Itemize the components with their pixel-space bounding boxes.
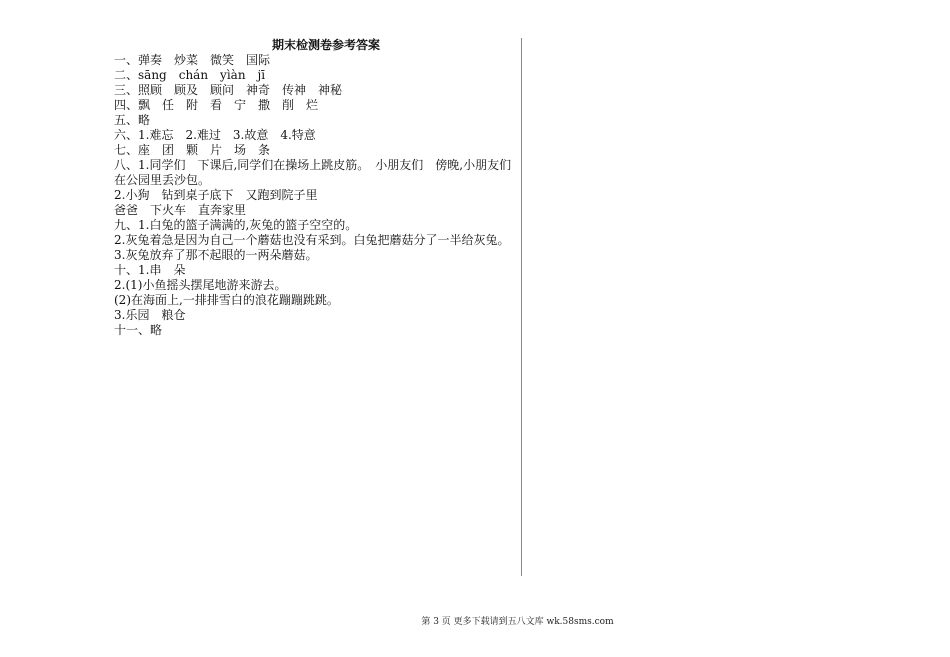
answer-line: 2.小狗 钻到桌子底下 又跑到院子里 xyxy=(114,188,318,202)
answer-line: 二、sāng chán yìàn jī xyxy=(114,68,266,82)
answer-line: 十一、略 xyxy=(114,323,163,337)
answer-line: 五、略 xyxy=(114,113,151,127)
answer-line: 四、飘 任 附 看 宁 撒 削 烂 xyxy=(114,98,319,112)
answer-line: 3.乐园 粮仓 xyxy=(114,308,186,322)
column-divider xyxy=(521,38,522,576)
answer-line: 八、1.同学们 下课后,同学们在操场上跳皮筋。 小朋友们 傍晚,小朋友们在公园里丢沙包。 xyxy=(114,158,512,187)
answer-line: 七、座 团 颗 片 场 条 xyxy=(114,143,271,157)
page-footer: 第 3 页 更多下载请到五八文库 wk.58sms.com xyxy=(421,617,614,627)
answer-line: 一、弹奏 炒菜 微笑 国际 xyxy=(114,53,271,67)
answer-list xyxy=(114,53,516,338)
answer-line: 九、1.白兔的篮子满满的,灰兔的篮子空空的。 xyxy=(114,218,358,232)
answer-line: (2)在海面上,一排排雪白的浪花蹦蹦跳跳。 xyxy=(114,293,339,307)
answer-line: 三、照顾 顾及 顾问 神奇 传神 神秘 xyxy=(114,83,343,97)
answer-line: 六、1.难忘 2.难过 3.故意 4.特意 xyxy=(114,128,316,142)
answer-line: 爸爸 下火车 直奔家里 xyxy=(114,203,247,217)
page-title: 期末检测卷参考答案 xyxy=(271,38,380,52)
answer-column xyxy=(114,38,516,338)
answer-line: 2.灰兔着急是因为自己一个蘑菇也没有采到。白兔把蘑菇分了一半给灰兔。 xyxy=(114,233,510,247)
answer-line: 3.灰兔放弃了那不起眼的一两朵蘑菇。 xyxy=(114,248,318,262)
answer-line: 2.(1)小鱼摇头摆尾地游来游去。 xyxy=(114,278,287,292)
answer-line: 十、1.串 朵 xyxy=(114,263,186,277)
